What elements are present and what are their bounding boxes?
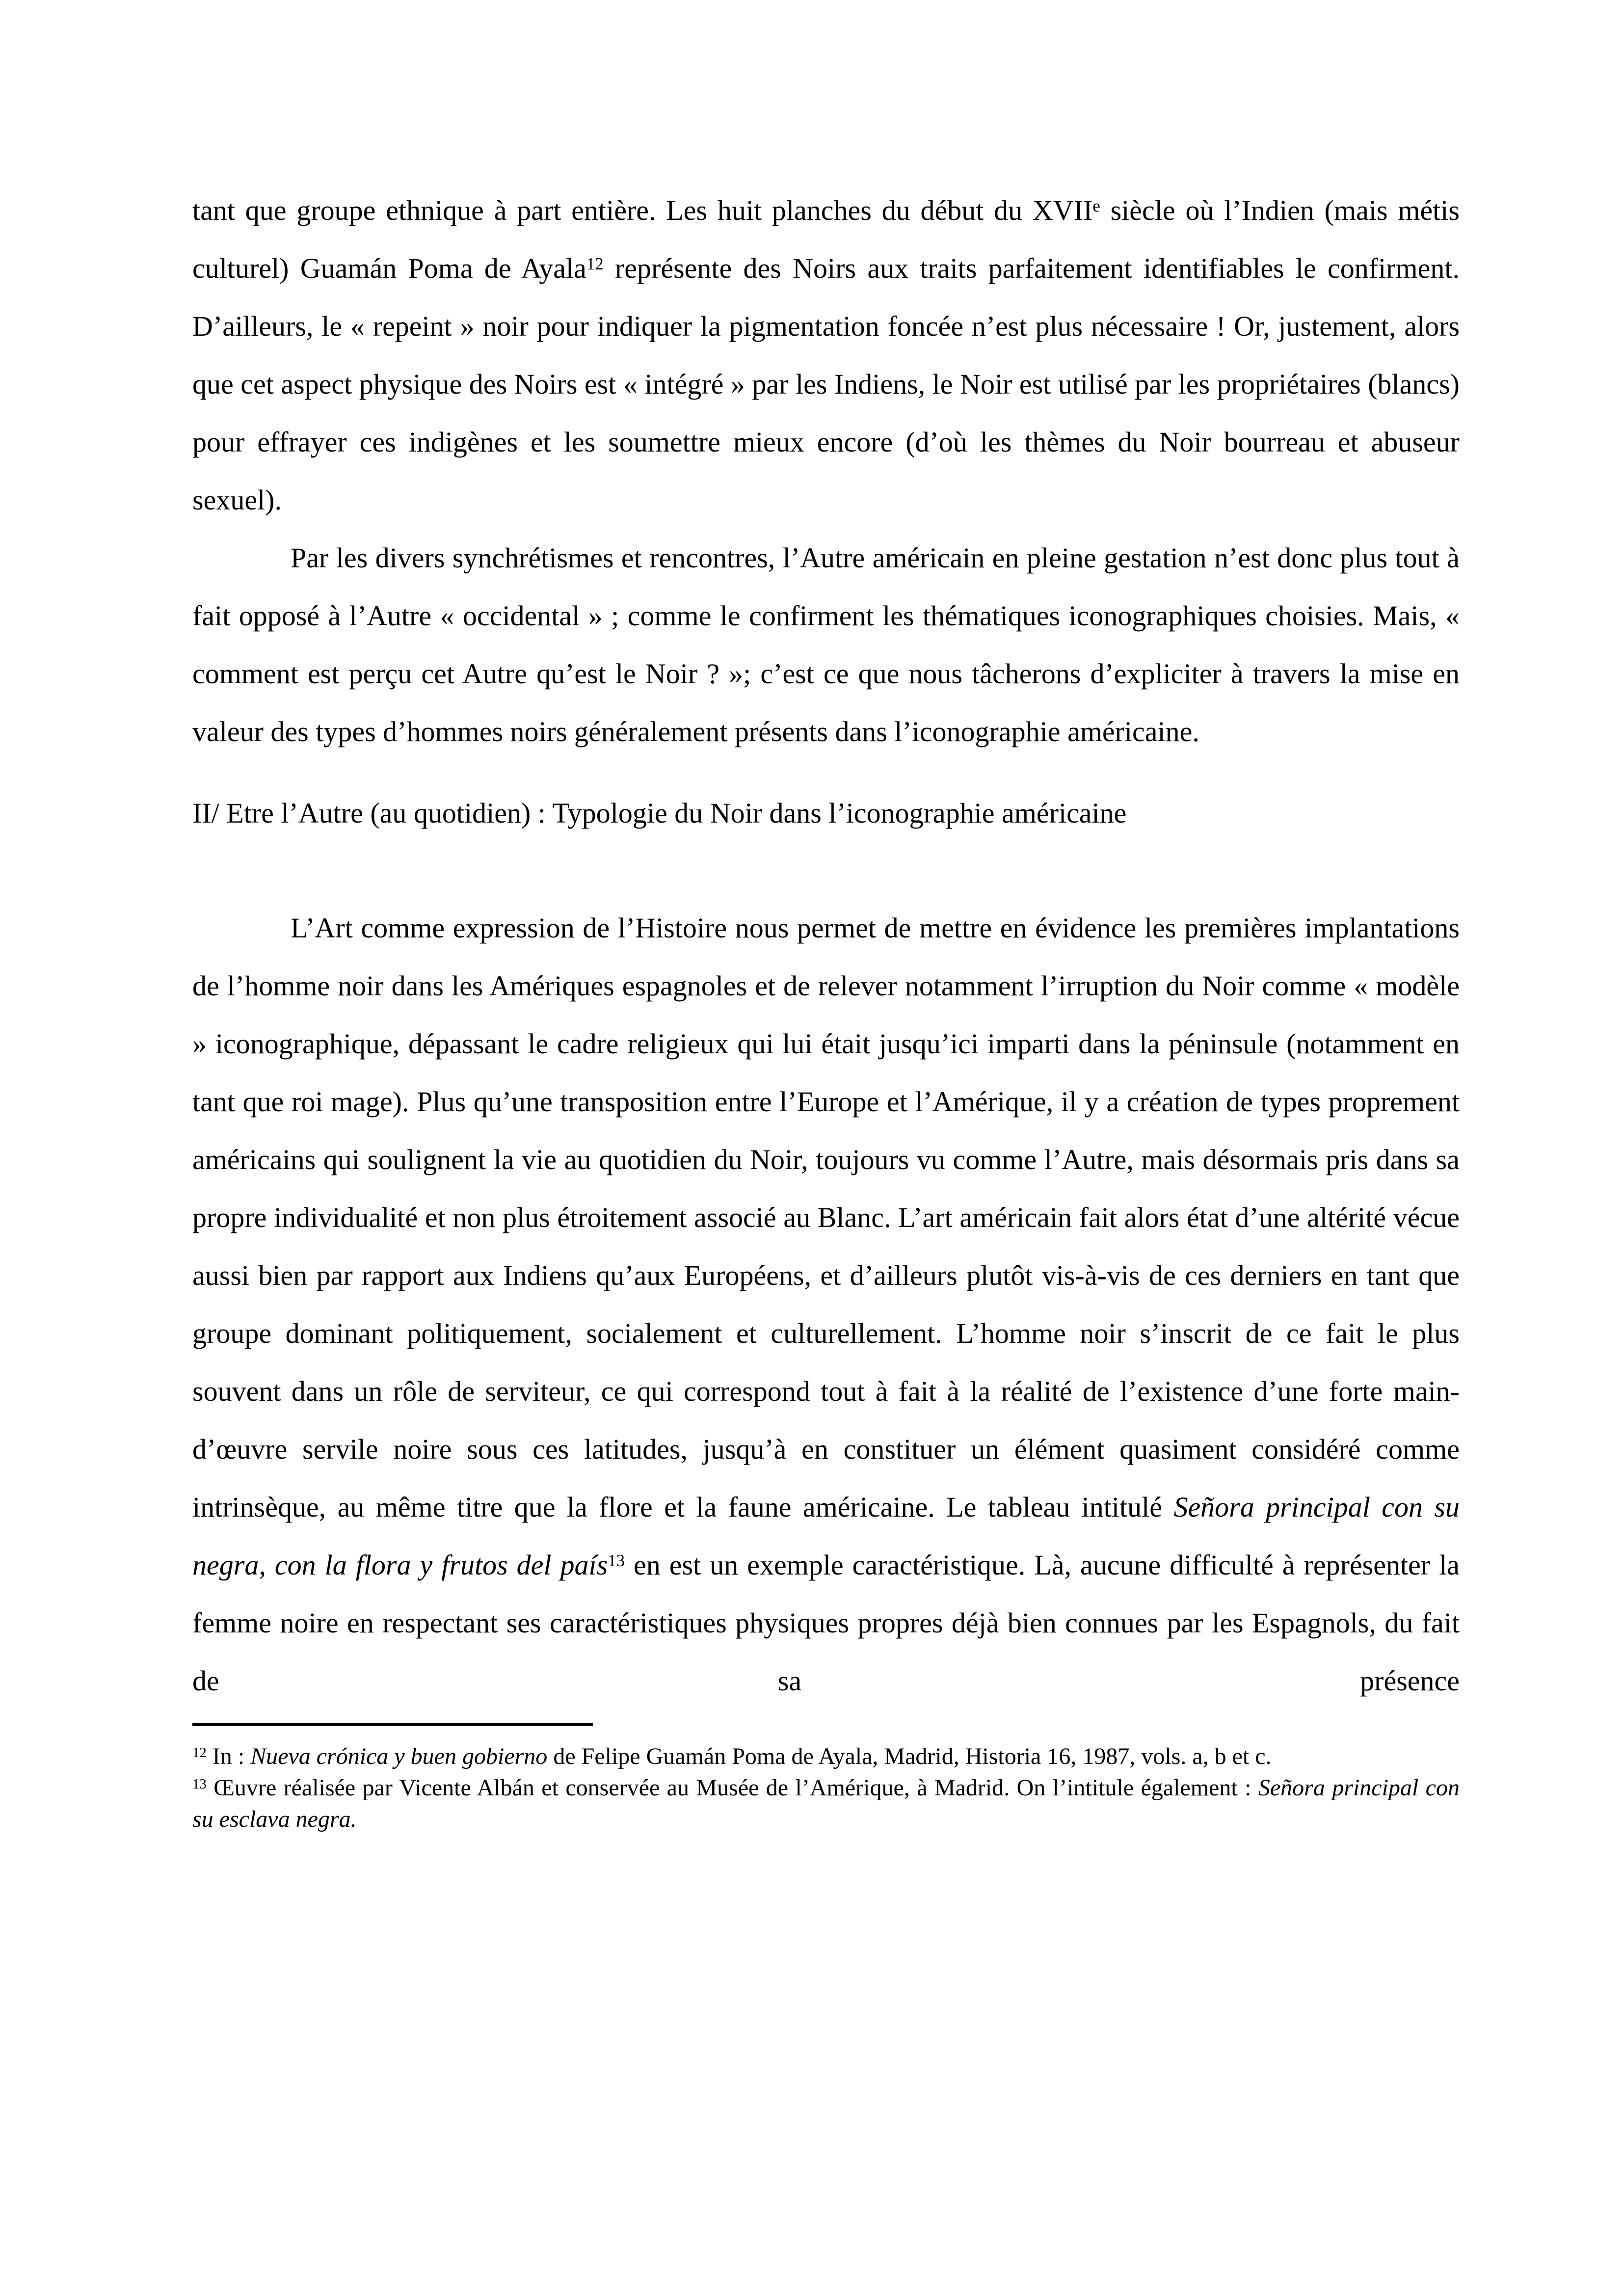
superscript-century-e: e — [1092, 196, 1100, 215]
page-content — [192, 182, 1460, 1835]
text-segment: L’Art comme expression de l’Histoire nous permet de mettre en évidence les premières implantations de l’homme noir dans les Amériques espagnoles et de relever notamment l’irruption du Noir comme « modèle » iconographique, dépassant le cadre religieux qui lui était jusqu’ici imparti dans la péninsule (notamment en tant que roi mage). Plus qu’une transposition entre l’Europe et l’Amérique, il y a création de types proprement américains qui soulignent la vie au quotidien du Noir, toujours vu comme l’Autre, mais désormais pris dans sa propre individualité et non plus étroitement associé au Blanc. L’art américain fait alors état d’une altérité vécue aussi bien par rapport aux Indiens qu’aux Européens, et d’ailleurs plutôt vis-à-vis de ces derniers en tant que groupe dominant politiquement, socialement et culturellement. L’homme noir s’inscrit de ce fait le plus souvent dans un rôle de serviteur, ce qui correspond tout à fait à la réalité de l’existence d’une forte main-d’œuvre servile noire sous ces latitudes, jusqu’à en constituer un élément quasiment considéré comme intrinsèque, au même titre que la flore et la faune américaine. Le tableau intitulé — [192, 912, 1460, 1523]
footnote-marker-13: 13 — [192, 1776, 207, 1792]
text-segment: représente des Noirs aux traits parfaitement identifiables le confirment. D’ailleurs, le « repeint » noir pour indiquer la pigmentation foncée n’est plus nécessaire ! Or, justement, alors que cet aspect physique des Noirs est « intégré » par les Indiens, le Noir est utilisé par les propriétaires (blancs) pour effrayer ces indigènes et les soumettre mieux encore (d’où les thèmes du Noir bourreau et abuseur sexuel). — [192, 252, 1460, 516]
painting-title: Señora principal con su negra, con la flora y frutos del país — [192, 1491, 1460, 1581]
footnote-separator — [192, 1723, 593, 1726]
footnote-ref-13: 13 — [608, 1550, 625, 1570]
text-segment: Œuvre réalisée par Vicente Albán et conservée au Musée de l’Amérique, à Madrid. On l’intitule également : — [206, 1775, 1258, 1801]
paragraph-syncretismes — [192, 529, 1460, 761]
text-segment: siècle où l’Indien (mais métis culturel) Guamán Poma de Ayala — [192, 194, 1460, 284]
paragraph-art-expression — [192, 899, 1460, 1710]
text-segment: en est un exemple caractéristique. Là, aucune difficulté à représenter la femme noire en respectant ses caractéristiques physiques propres déjà bien connues par les Espagnols, du fait de sa présence — [192, 1549, 1460, 1697]
text-segment: tant que groupe ethnique à part entière. Les huit planches du début du XVII — [192, 194, 1093, 226]
text-segment: de Felipe Guamán Poma de Ayala, Madrid, Historia 16, 1987, vols. a, b et c. — [547, 1743, 1272, 1769]
section-heading: II/ Etre l’Autre (au quotidien) : Typologie du Noir dans l’iconographie américaine — [192, 797, 1127, 829]
painting-alt-title: Señora principal con su esclava negra. — [192, 1775, 1460, 1832]
cited-work-title: Nueva crónica y buen gobierno — [250, 1743, 548, 1769]
paragraph-continuation — [192, 182, 1460, 529]
footnote-13 — [192, 1772, 1460, 1835]
text-segment: In : — [206, 1743, 251, 1769]
footnote-marker-12: 12 — [192, 1744, 207, 1761]
footnote-12 — [192, 1741, 1460, 1772]
footnote-ref-12: 12 — [586, 254, 604, 273]
text-segment: Par les divers synchrétismes et rencontres, l’Autre américain en pleine gestation n’est donc plus tout à fait opposé à l’Autre « occidental » ; comme le confirment les thématiques iconographiques choisies. Mais, « comment est perçu cet Autre qu’est le Noir ? »; c’est ce que nous tâcherons d’expliciter à travers la mise en valeur des types d’hommes noirs généralement présents dans l’iconographie américaine. — [192, 542, 1460, 748]
footnotes-section — [192, 1723, 1460, 1835]
